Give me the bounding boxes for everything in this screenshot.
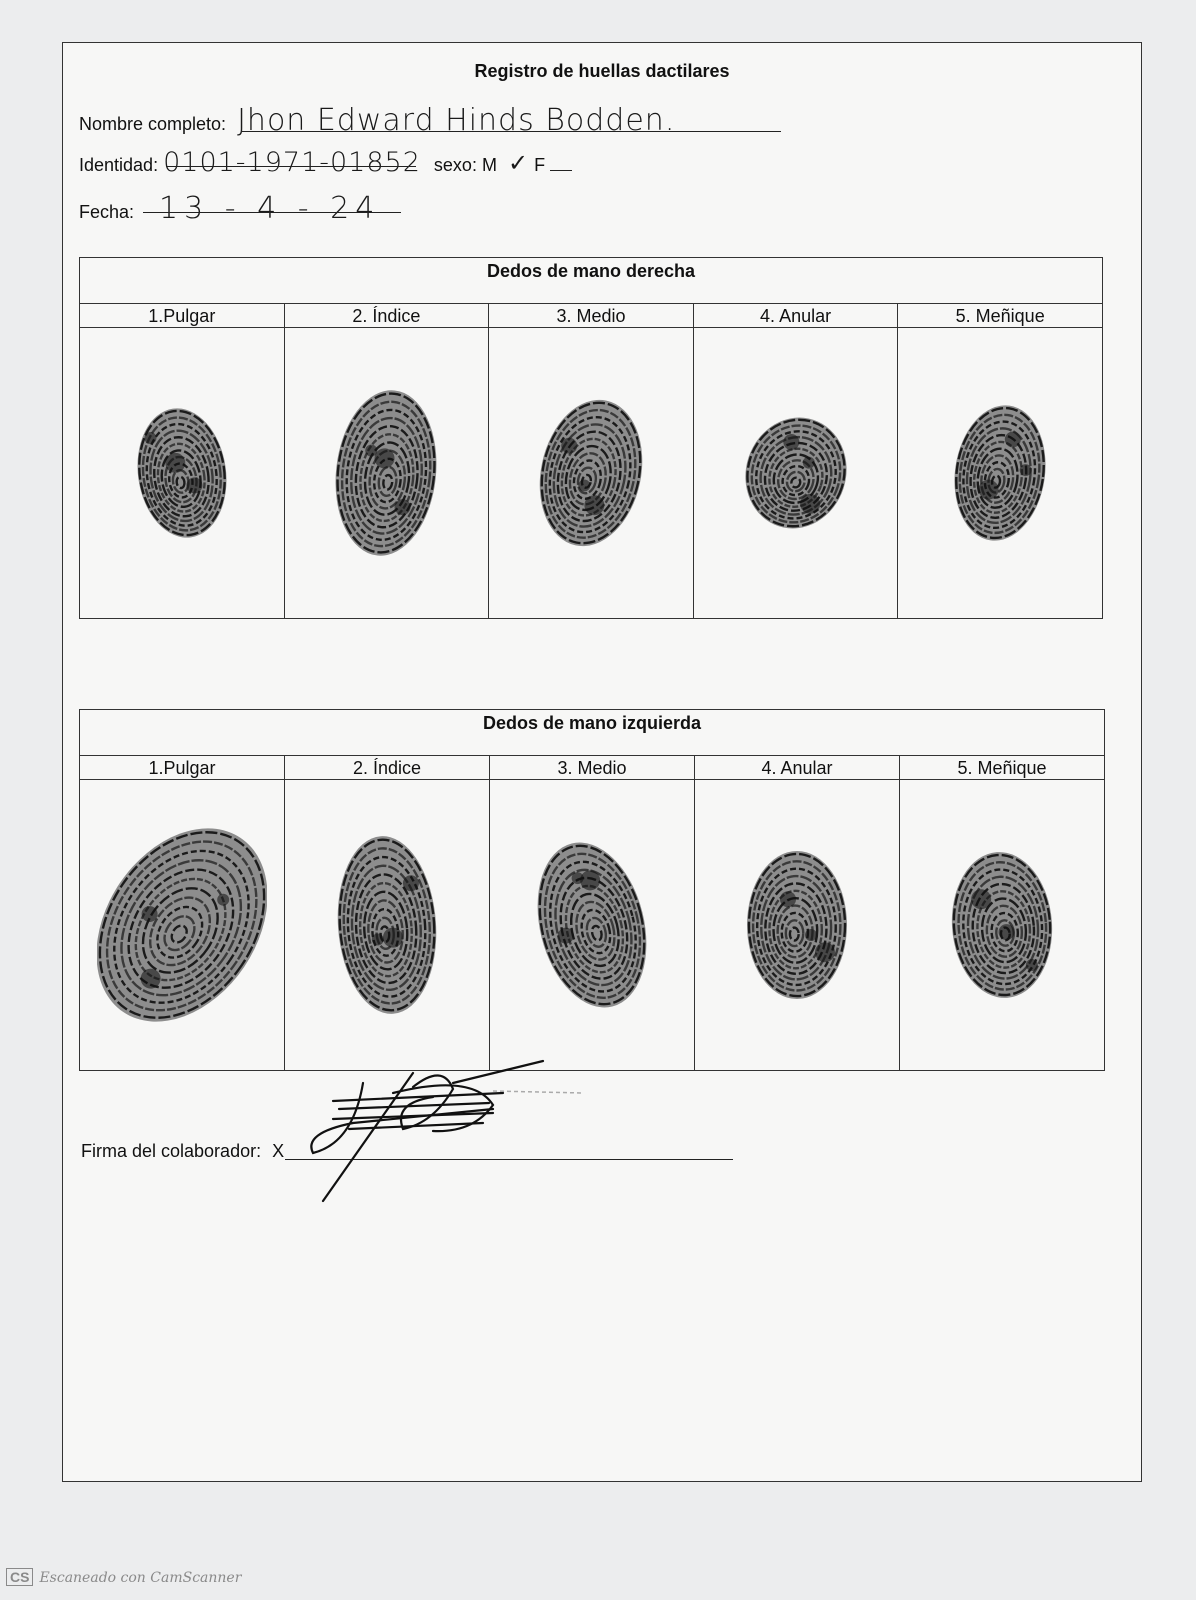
fingerprint-image [97,810,267,1040]
id-value: 0101-1971-01852 [163,147,421,178]
right-thumb-label: 1.Pulgar [80,304,285,327]
sex-label: sexo: M [433,155,497,175]
right-middle-cell [489,328,694,618]
signature-x-mark: X [272,1141,285,1161]
left-ring-cell [695,780,900,1070]
id-row [79,147,572,178]
left-hand-heading: Dedos de mano izquierda [80,710,1104,756]
left-middle-label: 3. Medio [490,756,695,779]
fingerprint-image [737,841,857,1009]
right-hand-heading: Dedos de mano derecha [80,258,1102,304]
signature-row [81,1141,284,1162]
left-thumb-label: 1.Pulgar [80,756,285,779]
left-index-cell [285,780,490,1070]
left-little-label: 5. Meñique [957,758,1047,778]
right-little-cell [898,328,1102,618]
left-little-cell [900,780,1104,1070]
left-hand-print-cells [80,780,1104,1070]
right-middle-label: 3. Medio [489,304,694,327]
right-hand-table [79,257,1103,619]
left-middle-cell [490,780,695,1070]
form-title: Registro de huellas dactilares [474,61,730,81]
name-value: Jhon Edward Hinds Bodden. [237,103,676,138]
fingerprint-image [945,395,1055,551]
fingerprint-image [328,826,446,1024]
right-ring-label: 4. Anular [694,304,899,327]
date-row [79,191,380,226]
fingerprint-image [531,389,651,557]
left-index-label: 2. Índice [285,756,490,779]
left-hand-table [79,709,1105,1071]
right-little-label: 5. Meñique [955,306,1045,326]
fingerprint-image [736,407,856,539]
name-underline [241,131,781,132]
left-hand-columns [80,756,1104,780]
fingerprint-image [530,831,654,1019]
signature-scribble [293,1053,613,1203]
right-index-cell [285,328,490,618]
fingerprint-image [942,842,1062,1008]
right-thumb-cell [80,328,285,618]
date-value: 13 - 4 - 24 [159,191,381,226]
scanner-watermark [6,1568,241,1586]
date-label: Fecha: [79,202,135,222]
left-thumb-cell [80,780,285,1070]
fingerprint-form-page [62,42,1142,1482]
right-hand-columns [80,304,1102,328]
sex-f-label: F [534,155,546,175]
left-ring-label: 4. Anular [695,756,900,779]
camscanner-text: Escaneado con CamScanner [39,1570,242,1586]
right-ring-cell [694,328,899,618]
fingerprint-image [326,380,446,566]
name-row [79,103,675,138]
sex-m-check: ✓ [507,149,530,177]
camscanner-badge: CS [6,1568,33,1586]
right-index-label: 2. Índice [285,304,490,327]
date-underline [143,212,401,213]
id-label: Identidad: [79,155,159,175]
signature-label: Firma del colaborador: [81,1141,262,1161]
id-underline [166,166,416,167]
fingerprint-image [128,398,236,548]
right-hand-print-cells [80,328,1102,618]
sex-f-blank [550,170,572,171]
name-label: Nombre completo: [79,114,227,134]
